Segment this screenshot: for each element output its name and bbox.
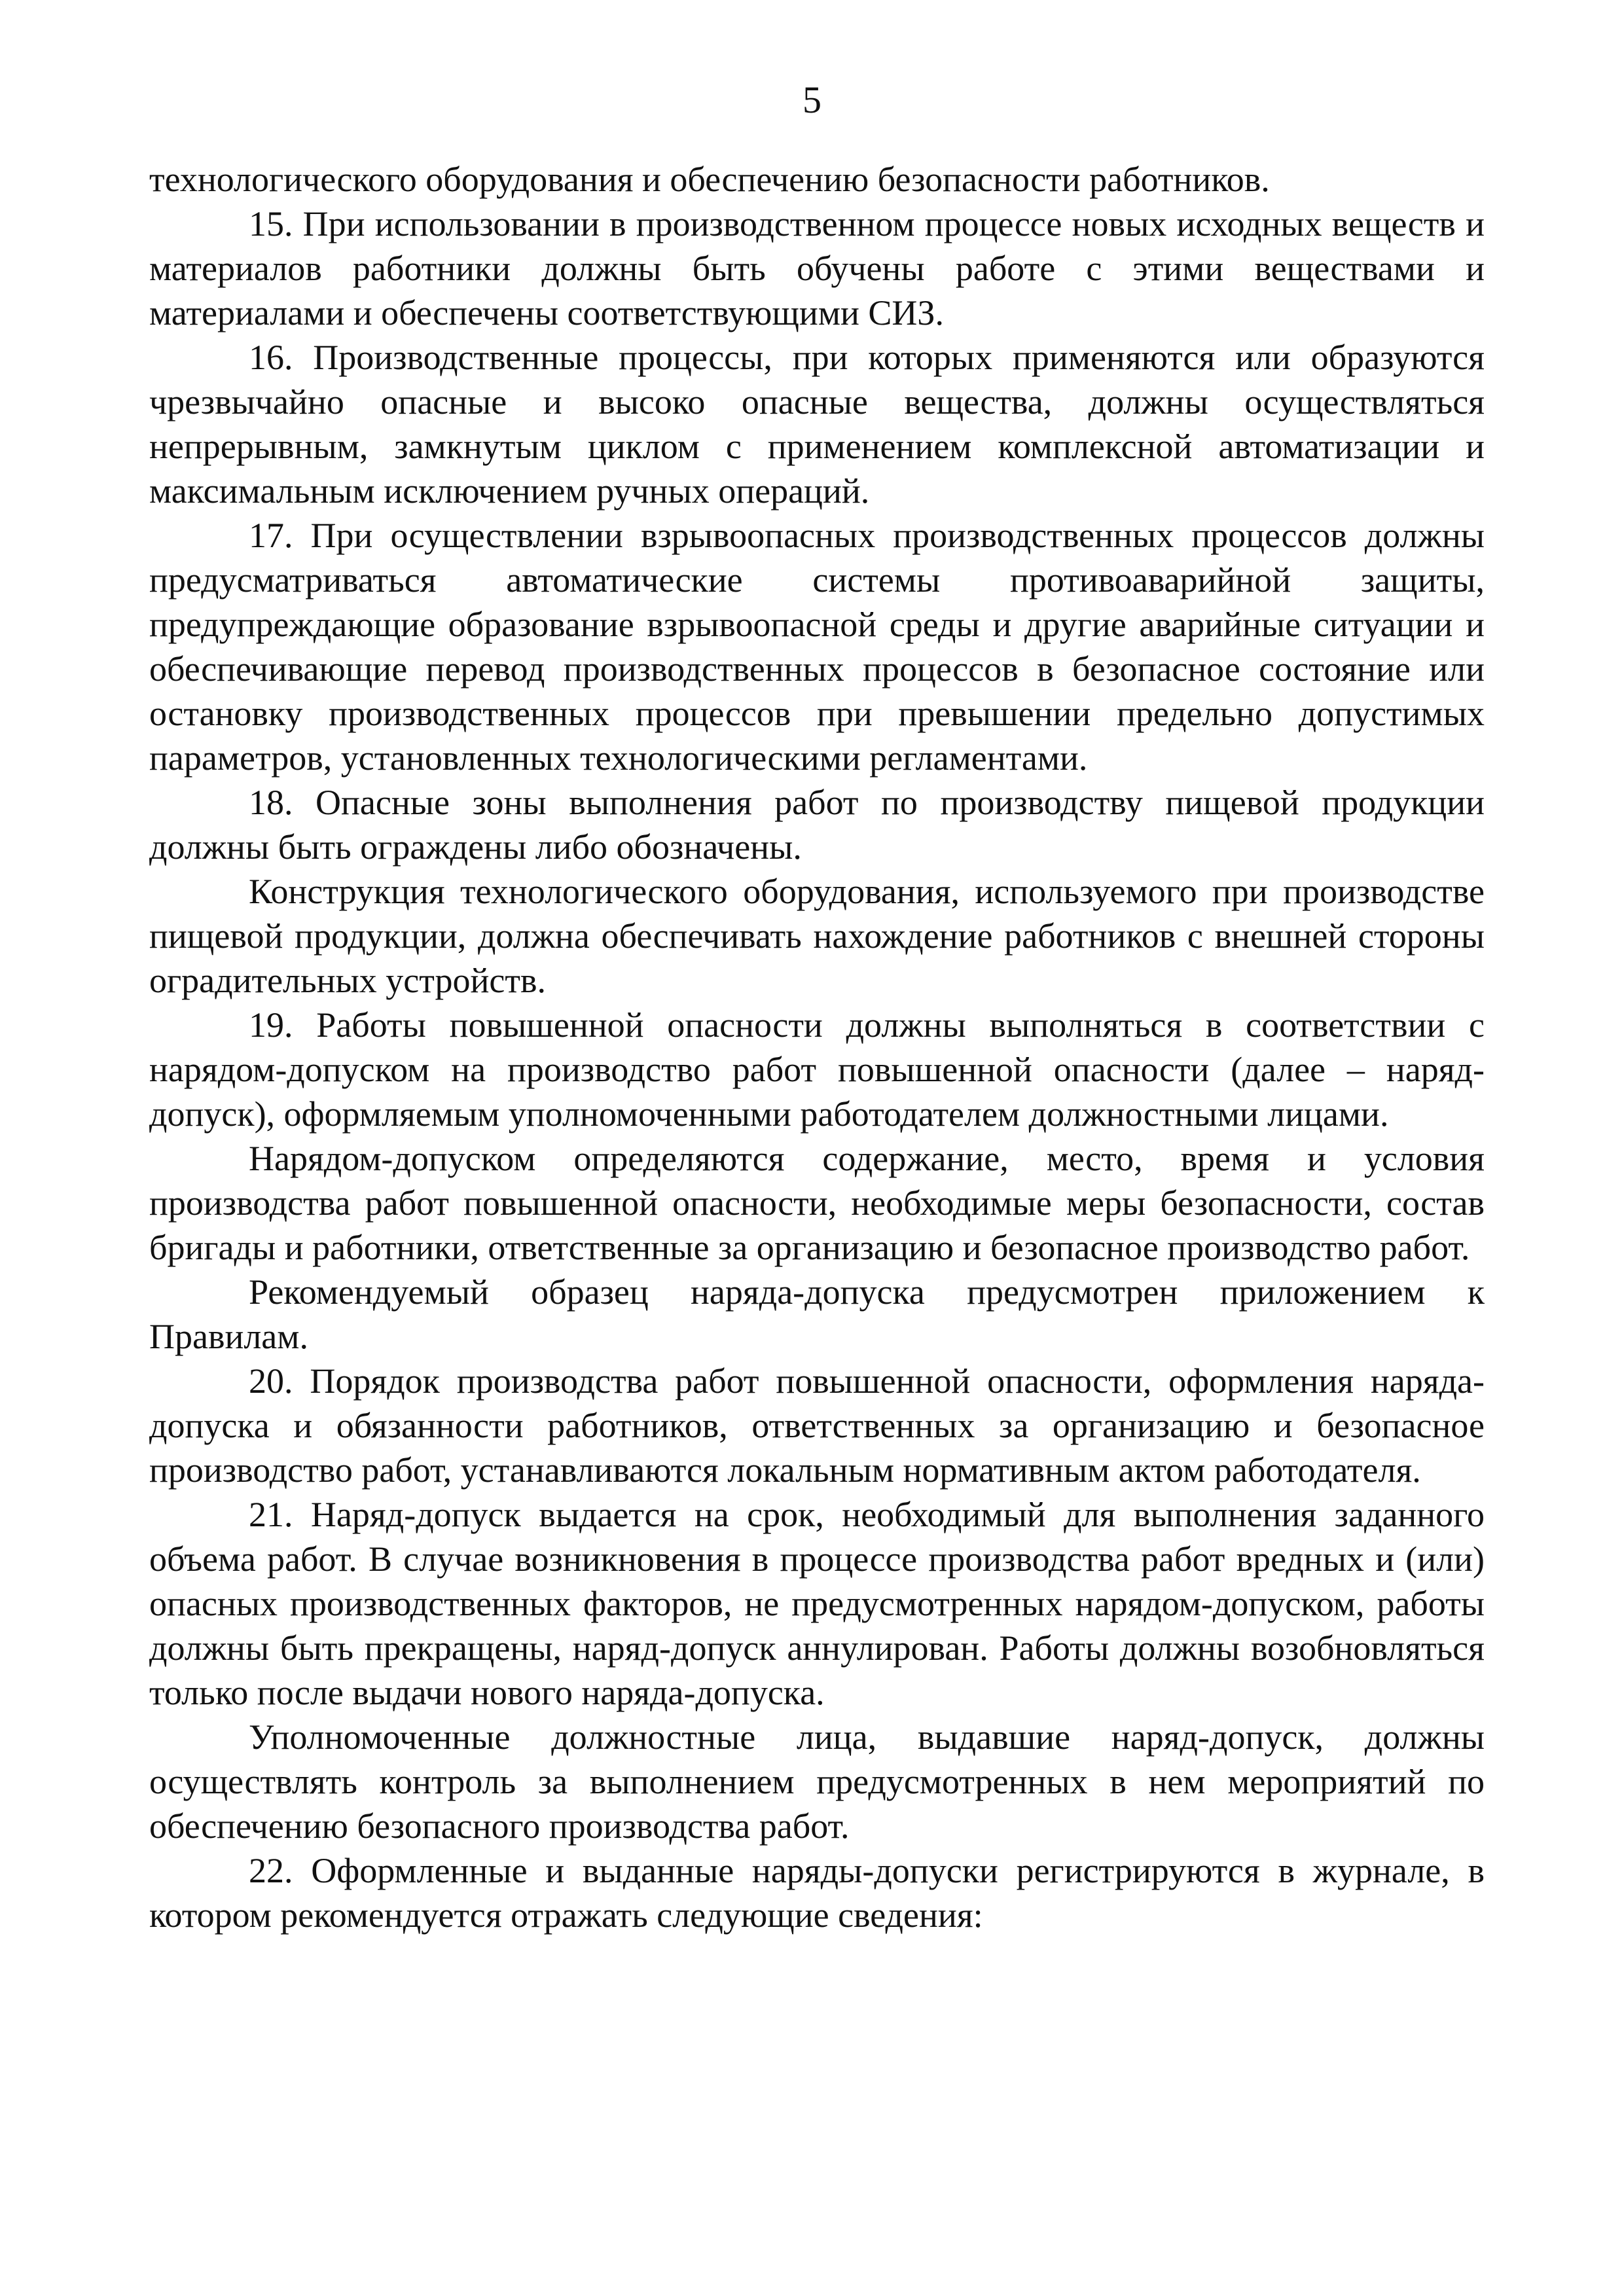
paragraph-item-19-sample: Рекомендуемый образец наряда-допуска предусмотрен приложением к Правилам. (149, 1272, 1485, 1356)
paragraph-item-18: 18. Опасные зоны выполнения работ по производству пищевой продукции должны быть ограждены либо обозначены. (149, 783, 1485, 867)
paragraph-item-16: 16. Производственные процессы, при которых применяются или образуются чрезвычайно опасные и высоко опасные вещества, должны осуществляться непрерывным, замкнутым циклом с применением комплексной автоматизации и максимальным исключением ручных операций. (149, 338, 1485, 511)
paragraph-item-21: 21. Наряд-допуск выдается на срок, необходимый для выполнения заданного объема работ. В случае возникновения в процессе производства работ вредных и (или) опасных производственных факторов, не предусмотренных нарядом-допуском, работы должны быть прекращены, наряд-допуск аннулирован. Работы должны возобновляться только после выдачи нового наряда-допуска. (149, 1495, 1485, 1712)
paragraph-item-18-construction: Конструкция технологического оборудования, используемого при производстве пищевой продукции, должна обеспечивать нахождение работников с внешней стороны оградительных устройств. (149, 872, 1485, 1000)
page-number: 5 (803, 79, 821, 121)
paragraph-item-19-contents: Нарядом-допуском определяются содержание, место, время и условия производства работ повышенной опасности, необходимые меры безопасности, состав бригады и работники, ответственные за организацию и безопасное производство работ. (149, 1139, 1485, 1267)
paragraph-item-22: 22. Оформленные и выданные наряды-допуски регистрируются в журнале, в котором рекомендуется отражать следующие сведения: (149, 1851, 1485, 1935)
paragraph-item-20: 20. Порядок производства работ повышенной опасности, оформления наряда-допуска и обязанности работников, ответственных за организацию и безопасное производство работ, устанавливаются локальным нормативным актом работодателя. (149, 1361, 1485, 1490)
paragraph-continuation: технологического оборудования и обеспечению безопасности работников. (149, 160, 1270, 199)
document-body (149, 157, 1485, 1937)
paragraph-item-15: 15. При использовании в производственном процессе новых исходных веществ и материалов работники должны быть обучены работе с этими веществами и материалами и обеспечены соответствующими СИЗ. (149, 204, 1485, 332)
paragraph-item-19: 19. Работы повышенной опасности должны выполняться в соответствии с нарядом-допуском на производство работ повышенной опасности (далее – наряд-допуск), оформляемым уполномоченными работодателем должностными лицами. (149, 1005, 1485, 1134)
paragraph-item-21-control: Уполномоченные должностные лица, выдавшие наряд-допуск, должны осуществлять контроль за выполнением предусмотренных в нем мероприятий по обеспечению безопасного производства работ. (149, 1717, 1485, 1846)
paragraph-item-17: 17. При осуществлении взрывоопасных производственных процессов должны предусматриваться автоматические системы противоаварийной защиты, предупреждающие образование взрывоопасной среды и другие аварийные ситуации и обеспечивающие перевод производственных процессов в безопасное состояние или остановку производственных процессов при превышении предельно допустимых параметров, установленных технологическими регламентами. (149, 516, 1485, 778)
